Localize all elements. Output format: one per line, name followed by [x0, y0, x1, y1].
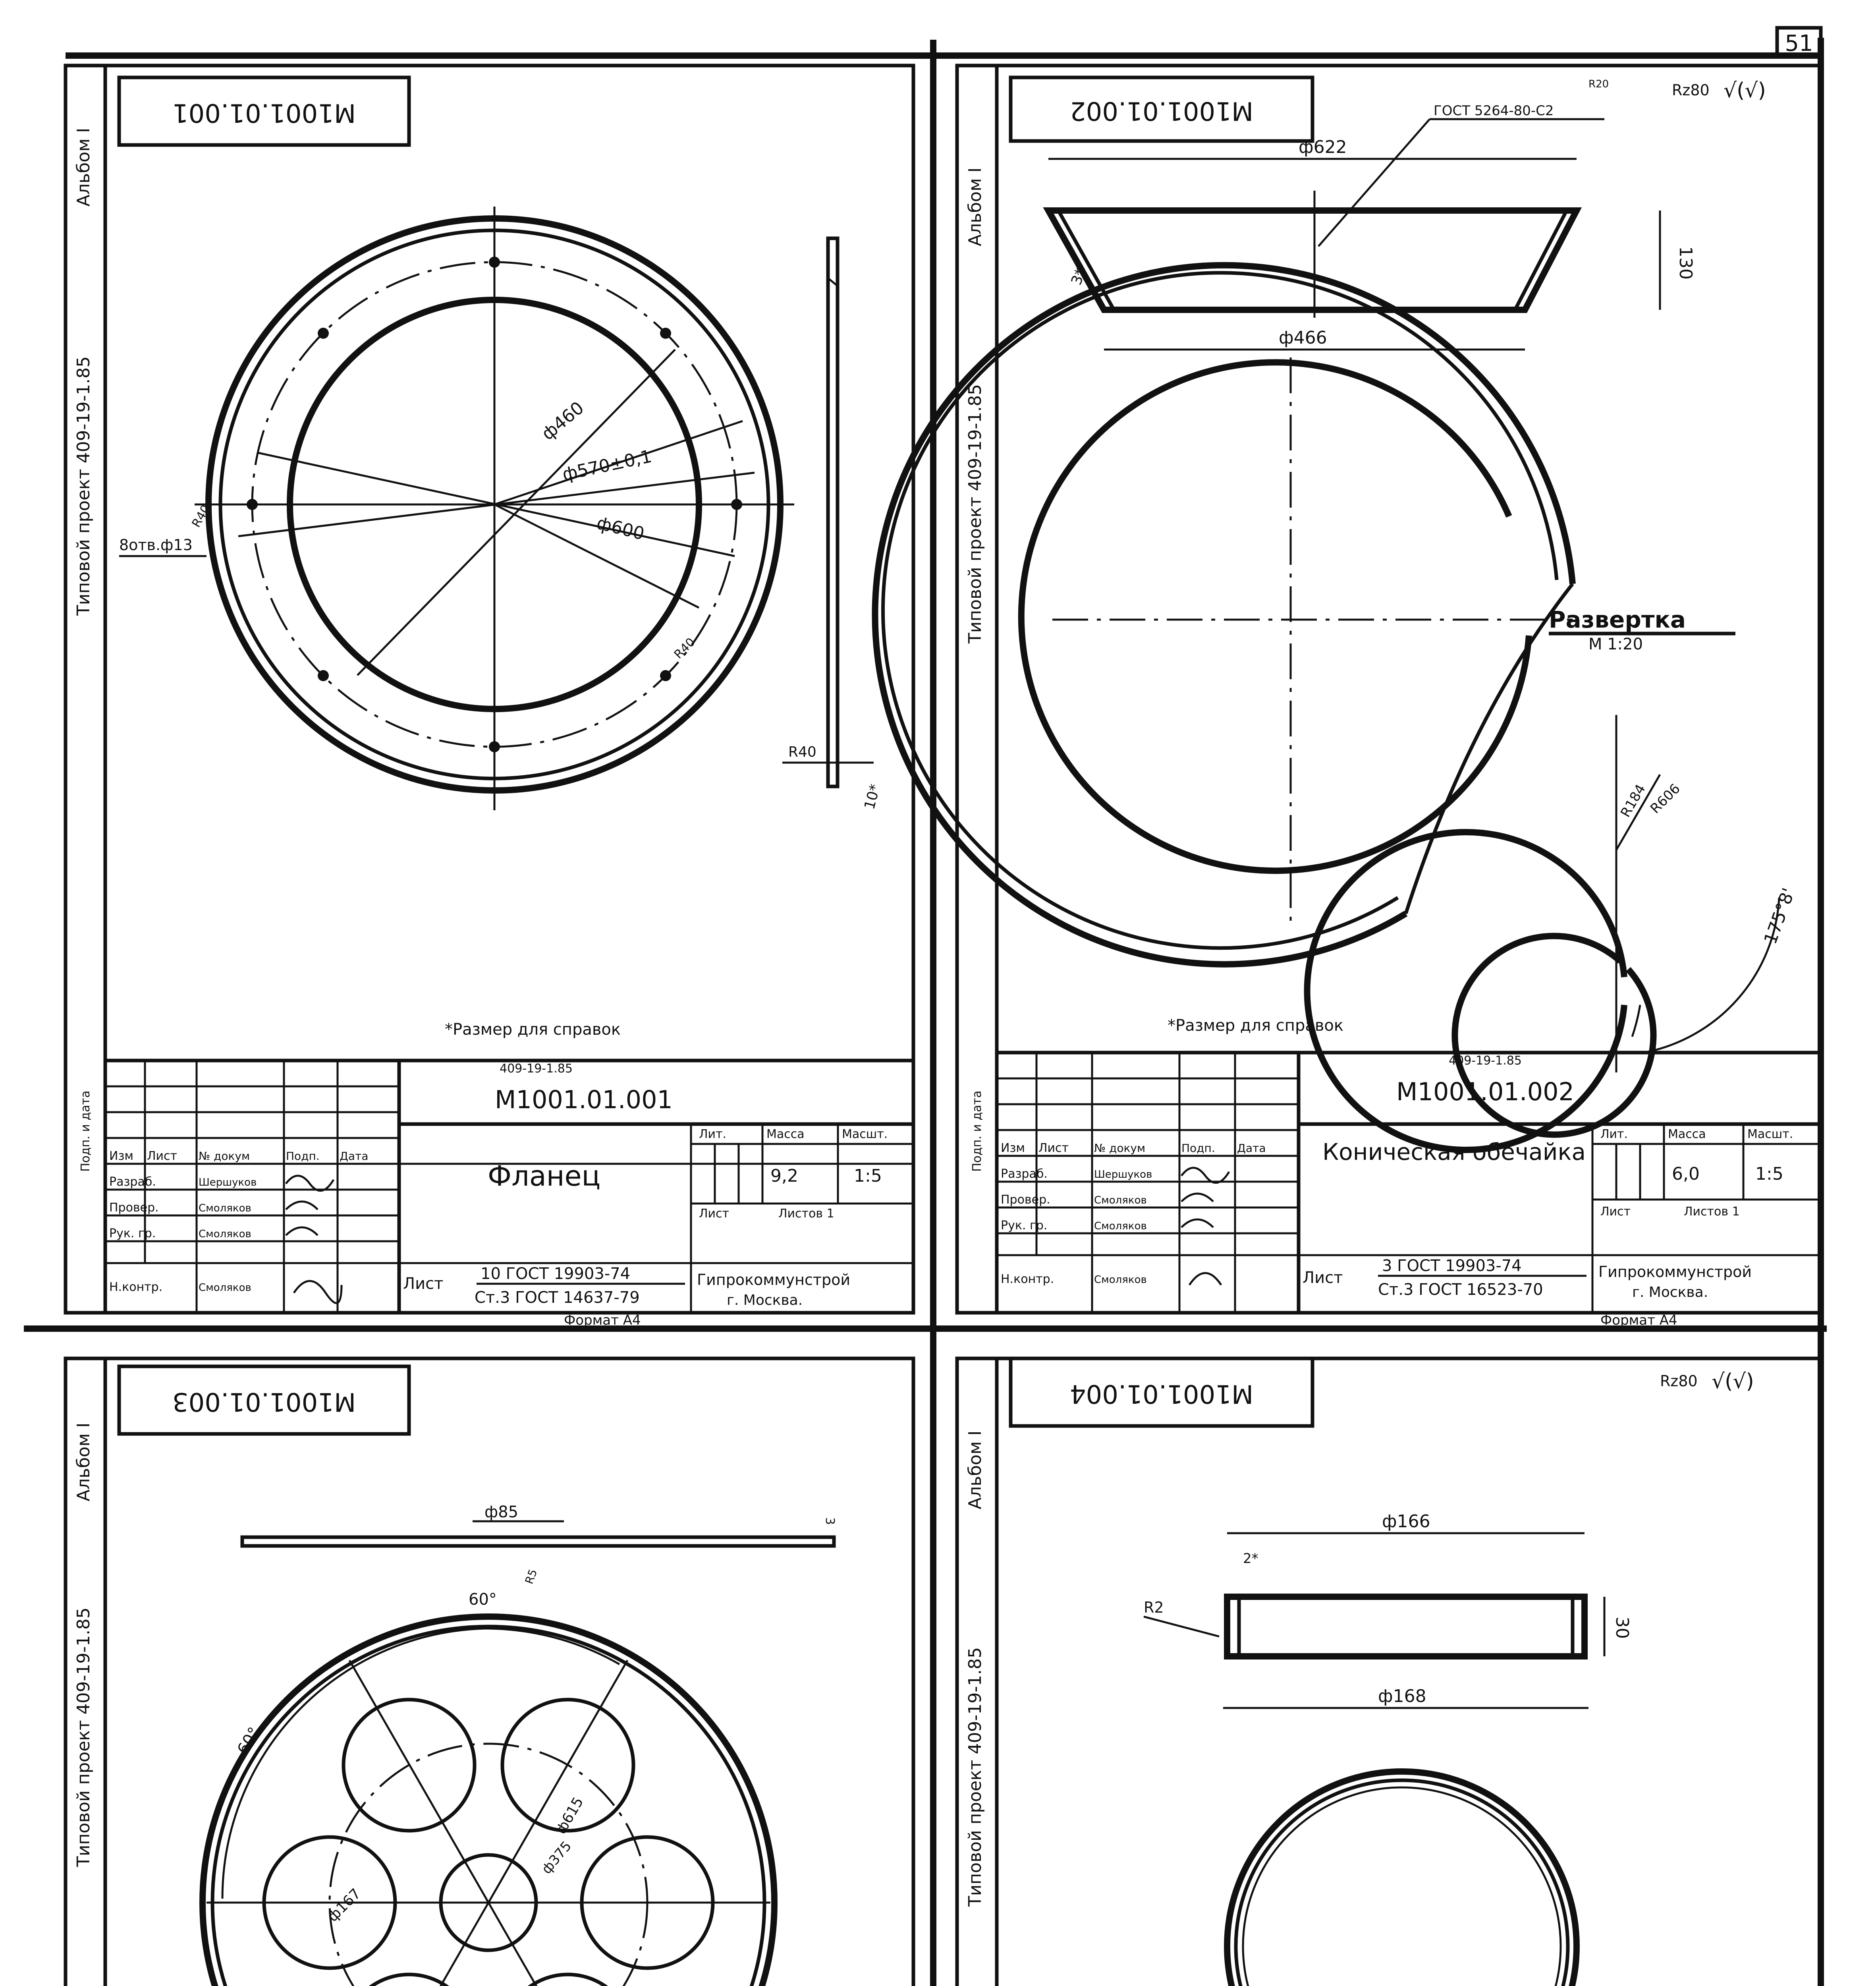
svg-text:Лист: Лист: [1038, 1141, 1069, 1155]
svg-text:ф375: ф375: [538, 1838, 575, 1877]
dim-inner-diameter: ф460: [538, 398, 588, 444]
svg-text:Шершуков: Шершуков: [1094, 1169, 1152, 1180]
doc-number: М1001.01.002: [1396, 1077, 1574, 1106]
dim-holes: 8отв.ф13: [119, 536, 193, 554]
svg-text:6,0: 6,0: [1672, 1164, 1700, 1184]
sleeve-side-view: [1227, 1597, 1585, 1656]
svg-text:Лит.: Лит.: [699, 1127, 727, 1141]
side-stamp-label: Подп. и дата: [79, 1090, 93, 1172]
scale-value: 1:5: [854, 1166, 882, 1186]
project-label: Типовой проект 409-19-1.85: [965, 1647, 985, 1907]
svg-text:Дата: Дата: [340, 1149, 369, 1163]
bolt-hole: [731, 499, 742, 510]
svg-text:Листов 1: Листов 1: [1684, 1205, 1740, 1219]
bolt-hole: [318, 670, 329, 681]
svg-text:Лист: Лист: [699, 1207, 730, 1221]
sheet-conical-shell: [875, 66, 1821, 1328]
dim-bolt-circle: ф570±0,1: [560, 446, 654, 485]
svg-text:√(√): √(√): [1724, 79, 1766, 102]
svg-text:Подп.: Подп.: [1181, 1142, 1215, 1155]
hole: [344, 1974, 475, 1986]
bottom-outer-circle: [203, 1617, 774, 1986]
svg-text:Масса: Масса: [1668, 1127, 1706, 1141]
svg-text:Масса: Масса: [766, 1127, 805, 1141]
mirror-number: М1001.01.002: [1069, 96, 1254, 126]
svg-text:Разраб.: Разраб.: [109, 1175, 156, 1189]
svg-text:Подп.: Подп.: [286, 1149, 320, 1163]
bolt-hole: [660, 670, 671, 681]
svg-text:R40: R40: [788, 744, 816, 760]
svg-text:г. Москва.: г. Москва.: [1632, 1284, 1708, 1300]
org: Гипрокоммунстрой: [697, 1271, 851, 1289]
svg-text:г. Москва.: г. Москва.: [727, 1292, 803, 1308]
svg-text:№ докум: № докум: [199, 1149, 250, 1163]
dim-outer-diameter: ф600: [594, 513, 647, 545]
project-label: Типовой проект 409-19-1.85: [73, 356, 94, 616]
sheet-frame: [105, 1358, 913, 1986]
dim-outer-diameter: ф168: [1378, 1686, 1426, 1706]
svg-text:R606: R606: [1647, 780, 1683, 817]
svg-text:Смоляков: Смоляков: [1094, 1274, 1147, 1286]
dim-bottom-diameter: ф466: [1279, 328, 1327, 348]
part-title: Фланец: [487, 1160, 601, 1192]
svg-text:Листов 1: Листов 1: [778, 1207, 834, 1221]
svg-text:Лист: Лист: [147, 1149, 178, 1163]
bolt-hole: [489, 741, 500, 752]
svg-text:Провер.: Провер.: [109, 1201, 159, 1215]
svg-text:Лист: Лист: [403, 1275, 444, 1293]
dim-height: 130: [1675, 246, 1696, 280]
album-label: Альбом I: [73, 1422, 94, 1501]
svg-text:Рук. гр.: Рук. гр.: [109, 1227, 156, 1240]
svg-text:Гипрокоммунстрой: Гипрокоммунстрой: [1598, 1263, 1752, 1281]
svg-text:60°: 60°: [234, 1724, 264, 1758]
bottom-section: [242, 1537, 834, 1546]
roughness: Rz80: [1672, 81, 1710, 99]
sheet-sleeve: [957, 1358, 1821, 1986]
svg-text:Формат А4: Формат А4: [1600, 1312, 1677, 1328]
development-label: Развертка: [1549, 606, 1686, 633]
svg-text:Изм: Изм: [1001, 1141, 1025, 1155]
svg-text:Масшт.: Масшт.: [842, 1127, 888, 1141]
svg-text:Смоляков: Смоляков: [199, 1202, 251, 1214]
svg-text:2*: 2*: [1243, 1551, 1258, 1567]
material-top: 10 ГОСТ 19903-74: [481, 1265, 631, 1283]
weld-note: ГОСТ 5264-80-С2: [1434, 103, 1554, 119]
signatures: [286, 1176, 342, 1303]
svg-text:ф85: ф85: [484, 1503, 519, 1521]
svg-text:Смоляков: Смоляков: [199, 1282, 251, 1294]
svg-text:60°: 60°: [469, 1590, 497, 1609]
bolt-hole: [247, 499, 258, 510]
svg-text:Смоляков: Смоляков: [199, 1228, 251, 1240]
svg-text:3*: 3*: [1068, 266, 1089, 288]
album-label: Альбом I: [965, 167, 985, 246]
svg-text:R40: R40: [189, 502, 213, 530]
svg-text:Ст.3 ГОСТ 16523-70: Ст.3 ГОСТ 16523-70: [1378, 1281, 1543, 1299]
svg-text:Н.контр.: Н.контр.: [109, 1280, 163, 1294]
svg-text:Формат А4: Формат А4: [564, 1312, 641, 1328]
development-inner-arc: [1021, 362, 1529, 871]
signatures: [1181, 1168, 1229, 1285]
footnote: *Размер для справок: [1168, 1016, 1344, 1035]
bolt-hole: [318, 328, 329, 339]
mass-value: 9,2: [770, 1166, 798, 1186]
svg-text:ф167: ф167: [324, 1886, 364, 1925]
svg-text:1:5: 1:5: [1755, 1164, 1783, 1184]
mirror-number: М1001.01.003: [172, 1387, 356, 1416]
mirror-number: М1001.01.004: [1069, 1379, 1254, 1408]
sheet-frame: [997, 1358, 1821, 1986]
doc-code: 409-19-1.85: [500, 1062, 573, 1076]
svg-text:R2: R2: [1144, 1599, 1164, 1616]
svg-text:Рук. гр.: Рук. гр.: [1001, 1219, 1048, 1233]
svg-text:R184: R184: [1617, 781, 1649, 820]
svg-text:Изм: Изм: [109, 1149, 134, 1163]
bolt-hole: [660, 328, 671, 339]
svg-text:R5: R5: [522, 1567, 540, 1586]
project-label: Типовой проект 409-19-1.85: [965, 384, 985, 643]
material-bottom: Ст.3 ГОСТ 14637-79: [475, 1289, 640, 1307]
page-number-corner: 51: [1785, 31, 1813, 56]
svg-text:Подп. и дата: Подп. и дата: [970, 1090, 984, 1172]
dim-top-diameter: ф622: [1299, 137, 1347, 157]
part-title: Коническая обечайка: [1322, 1138, 1586, 1165]
svg-text:3: 3: [823, 1517, 837, 1525]
svg-text:Н.контр.: Н.контр.: [1001, 1272, 1054, 1286]
doc-number: М1001.01.001: [495, 1085, 673, 1114]
svg-text:Лит.: Лит.: [1600, 1127, 1628, 1141]
roughness: Rz80: [1660, 1372, 1698, 1390]
svg-text:№ докум: № докум: [1094, 1142, 1146, 1155]
svg-text:Лист: Лист: [1303, 1269, 1343, 1287]
svg-text:Шершуков: Шершуков: [199, 1177, 257, 1188]
svg-text:Разраб.: Разраб.: [1001, 1167, 1048, 1181]
sheet-flange: [66, 66, 913, 1328]
svg-text:М 1:20: М 1:20: [1588, 635, 1643, 653]
svg-text:R20: R20: [1588, 78, 1609, 90]
sleeve-outer-circle: [1227, 1772, 1577, 1986]
svg-text:3 ГОСТ 19903-74: 3 ГОСТ 19903-74: [1382, 1257, 1522, 1275]
flange-section: [828, 238, 838, 786]
project-label: Типовой проект 409-19-1.85: [73, 1607, 94, 1867]
svg-text:R40: R40: [671, 635, 698, 662]
dim-height: 30: [1612, 1617, 1632, 1639]
svg-text:10*: 10*: [861, 782, 884, 811]
sleeve-inner-circle: [1236, 1780, 1568, 1986]
bolt-hole: [489, 257, 500, 268]
dim-angle: 175°8': [1760, 885, 1799, 947]
svg-text:Смоляков: Смоляков: [1094, 1220, 1147, 1232]
dim-inner-diameter: ф166: [1382, 1511, 1430, 1532]
sheet-bottom: [66, 1358, 913, 1986]
svg-text:Масшт.: Масшт.: [1747, 1127, 1793, 1141]
svg-text:√(√): √(√): [1712, 1370, 1754, 1393]
album-label: Альбом I: [965, 1430, 985, 1509]
svg-text:Дата: Дата: [1237, 1142, 1266, 1155]
svg-text:Провер.: Провер.: [1001, 1193, 1050, 1207]
mirror-number: М1001.01.001: [172, 98, 356, 128]
cone-side-view: [1048, 211, 1577, 310]
hole: [502, 1974, 633, 1986]
svg-text:Лист: Лист: [1600, 1205, 1631, 1219]
svg-text:ф615: ф615: [553, 1794, 587, 1837]
album-label: Альбом I: [73, 128, 94, 207]
svg-text:409-19-1.85: 409-19-1.85: [1449, 1054, 1522, 1068]
svg-text:Смоляков: Смоляков: [1094, 1194, 1147, 1206]
footnote: *Размер для справок: [445, 1020, 621, 1039]
